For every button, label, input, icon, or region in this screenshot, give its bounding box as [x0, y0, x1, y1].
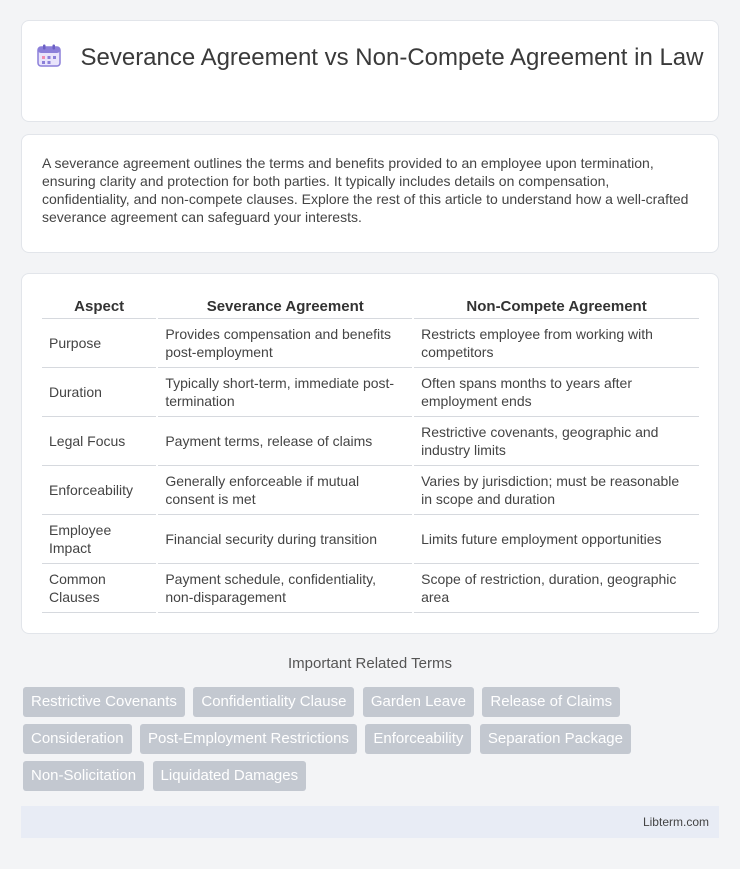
tag-separation-package[interactable]: Separation Package — [480, 724, 631, 754]
page-title: Severance Agreement vs Non-Compete Agreement in Law — [80, 44, 704, 71]
cell-aspect: Enforceability — [42, 465, 157, 514]
table-row — [42, 318, 699, 367]
cell-non-compete: Restricts employee from working with competitors — [413, 318, 699, 367]
cell-severance: Typically short-term, immediate post-termination — [157, 367, 413, 416]
related-terms-list — [23, 687, 723, 798]
header-severance: Severance Agreement — [157, 295, 413, 318]
comparison-table-card — [21, 273, 719, 634]
cell-non-compete: Restrictive covenants, geographic and industry limits — [413, 416, 699, 465]
table-header-row — [42, 295, 699, 318]
cell-severance: Payment terms, release of claims — [157, 416, 413, 465]
cell-aspect: Employee Impact — [42, 514, 157, 563]
table-row — [42, 367, 699, 416]
cell-severance: Provides compensation and benefits post-employment — [157, 318, 413, 367]
calendar-icon — [36, 44, 62, 68]
cell-aspect: Common Clauses — [42, 563, 157, 612]
table-row — [42, 465, 699, 514]
tag-non-solicitation[interactable]: Non-Solicitation — [23, 761, 144, 791]
footer — [21, 806, 719, 838]
tag-release-of-claims[interactable]: Release of Claims — [482, 687, 620, 717]
table-row — [42, 514, 699, 563]
tag-confidentiality-clause[interactable]: Confidentiality Clause — [193, 687, 354, 717]
tag-post-employment-restrictions[interactable]: Post-Employment Restrictions — [140, 724, 357, 754]
comparison-table — [42, 295, 699, 613]
cell-non-compete: Limits future employment opportunities — [413, 514, 699, 563]
cell-aspect: Duration — [42, 367, 157, 416]
tag-restrictive-covenants[interactable]: Restrictive Covenants — [23, 687, 185, 717]
cell-severance: Generally enforceable if mutual consent is met — [157, 465, 413, 514]
cell-aspect: Legal Focus — [42, 416, 157, 465]
tag-consideration[interactable]: Consideration — [23, 724, 132, 754]
cell-non-compete: Scope of restriction, duration, geographic area — [413, 563, 699, 612]
table-row — [42, 416, 699, 465]
title-card — [21, 20, 719, 122]
footer-site-link[interactable]: Libterm.com — [642, 815, 709, 829]
cell-non-compete: Varies by jurisdiction; must be reasonable in scope and duration — [413, 465, 699, 514]
header-non-compete: Non-Compete Agreement — [413, 295, 699, 318]
cell-severance: Financial security during transition — [157, 514, 413, 563]
tag-enforceability[interactable]: Enforceability — [365, 724, 471, 754]
table-row — [42, 563, 699, 612]
tag-garden-leave[interactable]: Garden Leave — [363, 687, 474, 717]
tag-liquidated-damages[interactable]: Liquidated Damages — [153, 761, 307, 791]
related-terms-heading: Important Related Terms — [288, 655, 452, 672]
intro-text: A severance agreement outlines the terms and benefits provided to an employee upon termination, ensuring clarity and protection for both parties. It typically includes details on compensation, confidentiality, and non-compete clauses. Explore the rest of this article to understand how a well-crafted severance agreement can safeguard your interests. — [42, 155, 689, 225]
intro-card — [21, 134, 719, 253]
header-aspect: Aspect — [42, 295, 157, 318]
cell-severance: Payment schedule, confidentiality, non-disparagement — [157, 563, 413, 612]
page-title-wrap — [22, 43, 718, 73]
cell-non-compete: Often spans months to years after employment ends — [413, 367, 699, 416]
cell-aspect: Purpose — [42, 318, 157, 367]
